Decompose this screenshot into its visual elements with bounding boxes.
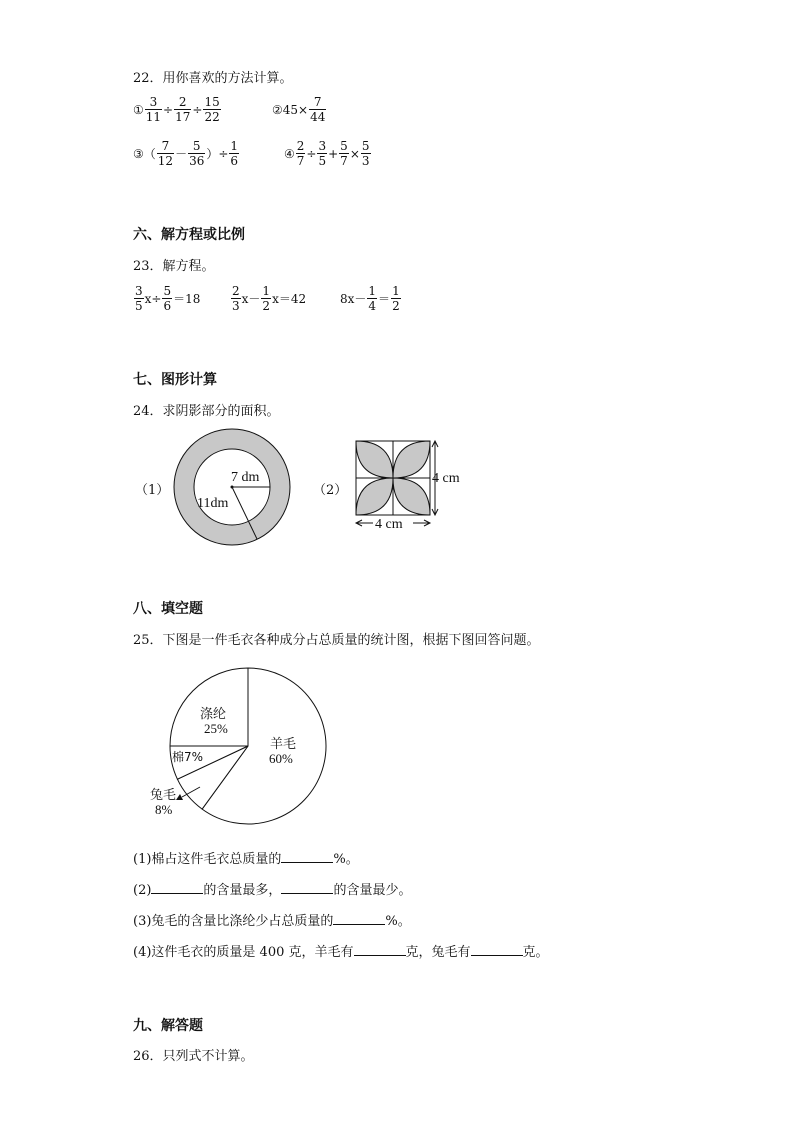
petal-bottom-right bbox=[393, 478, 430, 515]
operator: ）÷ bbox=[206, 147, 229, 161]
annulus-figure bbox=[170, 427, 300, 552]
blank-1[interactable] bbox=[281, 850, 333, 863]
q22-title: 22．用你喜欢的方法计算。 bbox=[133, 71, 293, 86]
q22-expr-3 bbox=[133, 139, 240, 168]
operator: + bbox=[328, 146, 339, 161]
section-7-heading: 七、图形计算 bbox=[133, 372, 217, 388]
q23-title: 23．解方程。 bbox=[133, 259, 215, 274]
section-8-heading: 八、填空题 bbox=[133, 601, 203, 617]
petal-square-figure bbox=[345, 435, 475, 535]
operator: x＝42 bbox=[272, 292, 307, 306]
fraction: $\frac{3}{11}$ bbox=[145, 95, 162, 124]
side-dimension-label: 4 cm bbox=[432, 471, 460, 486]
pie-label-rabbit: 兔毛 bbox=[150, 788, 177, 803]
fraction: $\frac{15}{22}$ bbox=[204, 95, 220, 124]
q25-sub2: (2) 的含量最多， 的含量最少。 bbox=[133, 883, 412, 898]
operator: ＝ bbox=[378, 292, 391, 306]
operator: － bbox=[175, 147, 188, 161]
item-number: ① bbox=[133, 102, 144, 117]
blank-3[interactable] bbox=[333, 912, 385, 925]
fraction: $\frac{3}{5}$ bbox=[318, 139, 327, 168]
pie-label-polyester-pct: 25% bbox=[204, 721, 228, 736]
sweater-pie-chart bbox=[140, 660, 340, 825]
fraction: $\frac{5}{36}$ bbox=[189, 139, 205, 168]
q23-eq-1 bbox=[133, 284, 200, 313]
operator: 45× bbox=[282, 102, 309, 117]
fraction: $\frac{7}{12}$ bbox=[157, 139, 174, 168]
q25-sub4: (4)这件毛衣的质量是 400 克，羊毛有 克，兔毛有 克。 bbox=[133, 945, 549, 960]
fraction: $\frac{1}{2}$ bbox=[262, 284, 271, 313]
pie-label-rabbit-pct: 8% bbox=[155, 802, 173, 817]
item-number: ③ bbox=[133, 146, 144, 161]
fraction: $\frac{5}{6}$ bbox=[163, 284, 172, 313]
inner-radius-label: 7 dm bbox=[231, 470, 260, 485]
operator: （ bbox=[143, 147, 156, 161]
fraction: $\frac{1}{4}$ bbox=[368, 284, 377, 313]
operator: ÷ bbox=[163, 102, 174, 117]
pie-label-wool-pct: 60% bbox=[269, 751, 293, 766]
petal-bottom-left bbox=[356, 478, 393, 515]
figure-1-label: （1） bbox=[135, 483, 170, 498]
fraction: $\frac{1}{6}$ bbox=[230, 139, 239, 168]
operator: x÷ bbox=[144, 291, 162, 306]
fraction: $\frac{1}{2}$ bbox=[392, 284, 400, 313]
q25-sub3: (3)兔毛的含量比涤纶少占总质量的 %。 bbox=[133, 914, 411, 929]
center-point bbox=[231, 486, 234, 489]
operator: ÷ bbox=[306, 146, 317, 161]
section-6-heading: 六、解方程或比例 bbox=[133, 227, 245, 243]
pie-label-cotton: 棉7% bbox=[172, 750, 204, 764]
q22-expr-1 bbox=[133, 95, 222, 124]
blank-2a[interactable] bbox=[151, 881, 203, 894]
section-9-heading: 九、解答题 bbox=[133, 1018, 203, 1034]
pie-label-polyester: 涤纶 bbox=[200, 707, 227, 722]
q25-title: 25．下图是一件毛衣各种成分占总质量的统计图，根据下图回答问题。 bbox=[133, 633, 540, 648]
bottom-dimension-label: 4 cm bbox=[375, 517, 403, 532]
fraction: $\frac{2}{17}$ bbox=[175, 95, 191, 124]
pie-label-wool: 羊毛 bbox=[270, 737, 297, 752]
operator: ＝18 bbox=[173, 292, 201, 306]
rabbit-pointer-arrowhead bbox=[176, 794, 183, 800]
blank-4b[interactable] bbox=[471, 943, 523, 956]
petal-top-left bbox=[356, 441, 393, 478]
fraction: $\frac{2}{7}$ bbox=[296, 139, 305, 168]
item-number: ② bbox=[272, 102, 283, 117]
operator: 8x－ bbox=[340, 292, 367, 306]
q23-eq-2 bbox=[230, 284, 306, 313]
item-number: ④ bbox=[284, 146, 295, 161]
q24-title: 24．求阴影部分的面积。 bbox=[133, 404, 280, 419]
operator: ÷ bbox=[192, 102, 203, 117]
q25-sub1: (1)棉占这件毛衣总质量的 %。 bbox=[133, 852, 359, 867]
fraction: $\frac{5}{3}$ bbox=[361, 139, 370, 168]
petal-top-right bbox=[393, 441, 430, 478]
pie-slices bbox=[170, 668, 326, 824]
outer-radius-label: 11dm bbox=[197, 496, 229, 511]
blank-4a[interactable] bbox=[354, 943, 406, 956]
fraction: $\frac{7}{44}$ bbox=[310, 95, 326, 124]
fraction: $\frac{3}{5}$ bbox=[135, 284, 143, 313]
q26-title: 26．只列式不计算。 bbox=[133, 1049, 254, 1064]
fraction: $\frac{2}{3}$ bbox=[232, 284, 240, 313]
q22-expr-4 bbox=[284, 139, 372, 168]
q23-eq-3 bbox=[340, 284, 402, 313]
figure-2-label: （2） bbox=[313, 483, 348, 498]
blank-2b[interactable] bbox=[281, 881, 333, 894]
q22-expr-2 bbox=[272, 95, 327, 124]
fraction: $\frac{5}{7}$ bbox=[340, 139, 348, 168]
operator: x－ bbox=[241, 292, 261, 306]
operator: × bbox=[349, 146, 360, 161]
